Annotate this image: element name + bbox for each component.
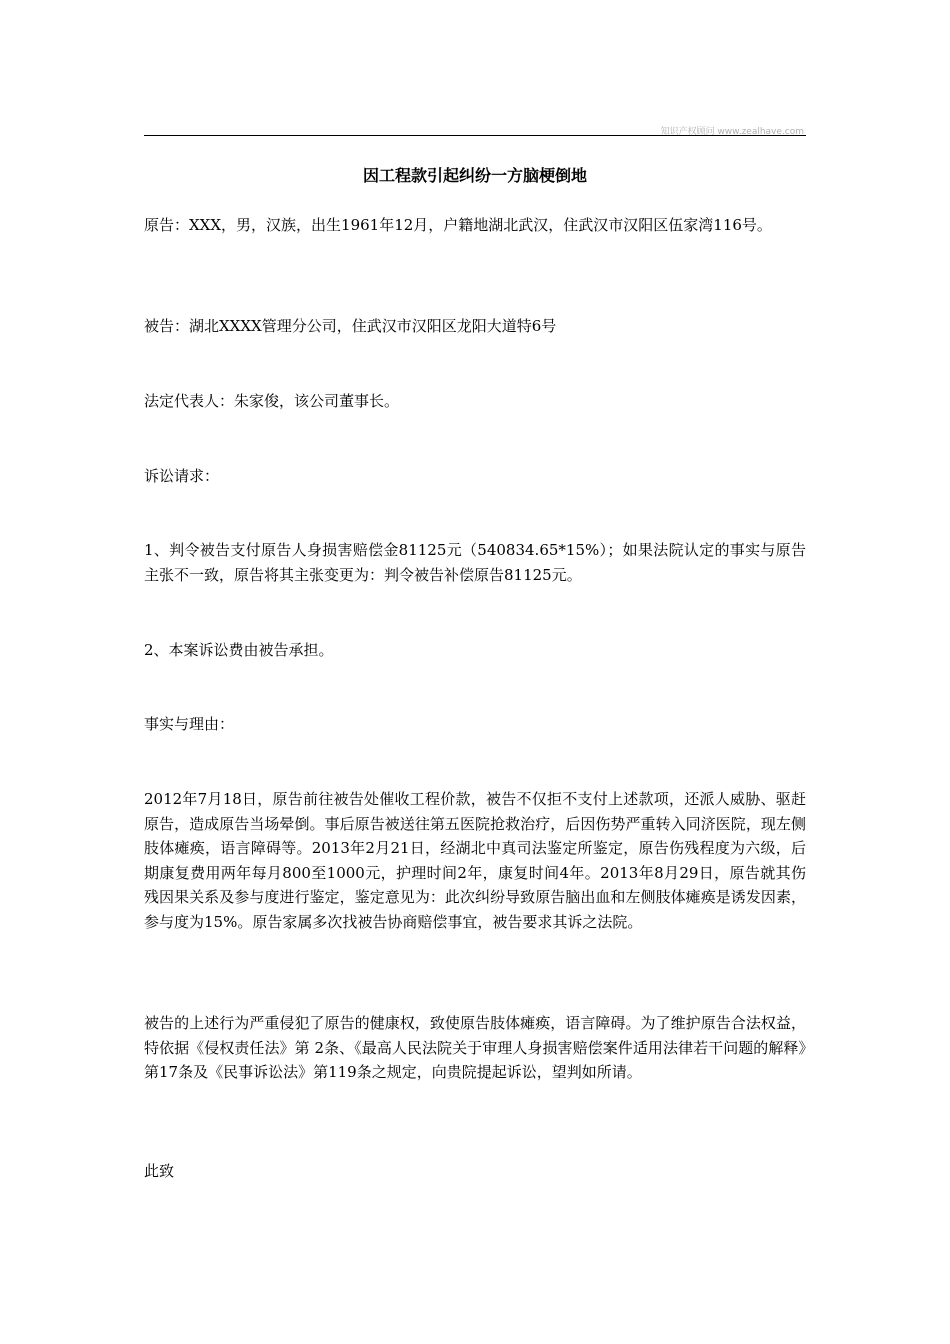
- header-watermark: 知识产权顾问 www.zealhave.com: [660, 127, 804, 137]
- plaintiff-paragraph: 原告：XXX，男，汉族，出生1961年12月，户籍地湖北武汉，住武汉市汉阳区伍家湾116号。: [144, 216, 772, 234]
- legal-representative-paragraph: 法定代表人：朱家俊，该公司董事长。: [144, 392, 400, 410]
- claim-2-paragraph: 2、本案诉讼费由被告承担。: [144, 641, 334, 659]
- header-rule: [144, 135, 806, 136]
- claim-1-paragraph: 1、判令被告支付原告人身损害赔偿金81125元（540834.65*15%）；如果法院认定的事实与原告主张不一致，原告将其主张变更为：判令被告补偿原告81125元。: [144, 541, 806, 584]
- closing-paragraph: 此致: [144, 1162, 175, 1180]
- defendant-paragraph: 被告：湖北XXXX管理分公司，住武汉市汉阳区龙阳大道特6号: [144, 317, 557, 335]
- claims-heading: 诉讼请求：: [144, 467, 220, 485]
- facts-paragraph: 2012年7月18日，原告前往被告处催收工程价款，被告不仅拒不支付上述款项，还派人威胁、驱赶原告，造成原告当场晕倒。事后原告被送往第五医院抢救治疗，后因伤势严重转入同济医院，现左侧肢体瘫痪，语言障碍等。2013年2月21日，经湖北中真司法鉴定所鉴定，原告伤残程度为六级，后期康复费用两年每月800至1000元，护理时间2年，康复时间4年。2013年8月29日，原告就其伤残因果关系及参与度进行鉴定，鉴定意见为：此次纠纷导致原告脑出血和左侧肢体瘫痪是诱发因素，参与度为15%。原告家属多次找被告协商赔偿事宜，被告要求其诉之法院。: [144, 790, 806, 931]
- facts-heading: 事实与理由：: [144, 715, 235, 733]
- document-title: 因工程款引起纠纷一方脑梗倒地: [362, 166, 587, 185]
- legal-basis-paragraph: 被告的上述行为严重侵犯了原告的健康权，致使原告肢体瘫痪，语言障碍。为了维护原告合法权益，特依据《侵权责任法》第 2条、《最高人民法院关于审理人身损害赔偿案件适用法律若干问题的解释》第17条及《民事诉讼法》第119条之规定，向贵院提起诉讼，望判如所请。: [144, 1014, 806, 1081]
